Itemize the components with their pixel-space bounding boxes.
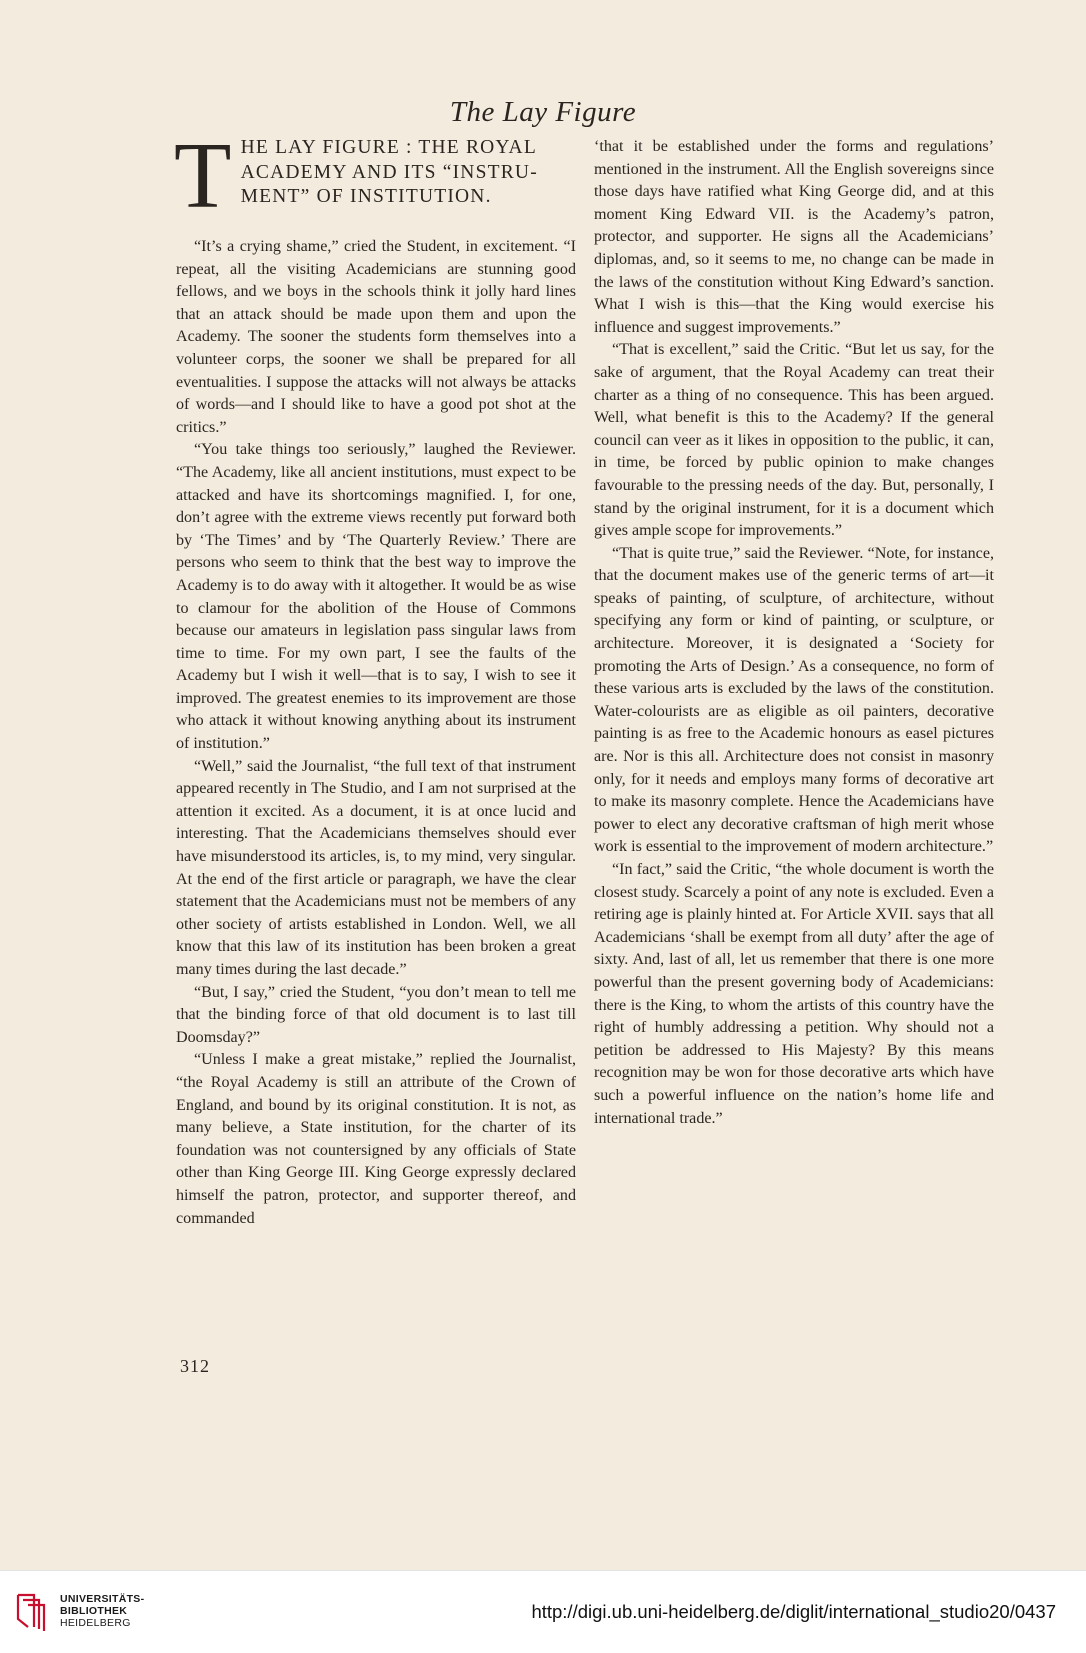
library-logo-icon — [14, 1589, 50, 1633]
paragraph: “It’s a crying shame,” cried the Student, in excitement. “I repeat, all the visiting Academicians are stunning good fellows, and we boys in the schools think it jolly hard lines that an attack should be made upon them and upon the Academy. The sooner the students form themselves into a volunteer corps, the sooner we shall be prepared for all eventualities. I suppose the attacks will not always be attacks of words—and I should like to have a good pot shot at the critics.” — [176, 238, 576, 436]
right-column — [594, 136, 994, 1130]
left-column — [174, 124, 576, 1230]
article-heading — [174, 124, 576, 228]
paragraph: “In fact,” said the Critic, “the whole document is worth the closest study. Scarcely a point of any note is excluded. Even a retiring age is plainly hinted at. For Article XVII. says that all Academicians ‘shall be exempt from all duty’ after the age of sixty. And, last of all, let us remember that there is one more powerful than the present governing body of Academicians: there is the King, to whom the artists of this country have the right of humbly addressing a petition. Why should not a petition be addressed to His Majesty? By this means recognition may be won for those decorative arts which have such a powerful influence on the nation’s home life and international trade.” — [594, 861, 994, 1127]
source-url-link[interactable]: http://digi.ub.uni-heidelberg.de/diglit/international_studio20/0437 — [531, 1601, 1056, 1622]
drop-cap: T — [174, 124, 233, 228]
heading-line: HE LAY FIGURE : THE ROYAL — [240, 137, 537, 158]
paragraph: “That is excellent,” said the Critic. “But let us say, for the sake of argument, that the Royal Academy can treat their charter as a thing of no consequence. This has been argued. Well, what benefit is this to the Academy? If the general council can veer as it likes in opposition to the public, it can, in time, be forced by public opinion to make changes favourable to the pressing needs of the day. But, personally, I stand by the original instrument, for it is a document which gives ample scope for improvements.” — [594, 341, 994, 540]
running-head: The Lay Figure — [449, 96, 637, 128]
heading-line: ACADEMY AND ITS “INSTRU- — [240, 161, 538, 183]
library-footer — [0, 1570, 1086, 1653]
paragraph: “You take things too seriously,” laughed the Reviewer. “The Academy, like all ancient institutions, must expect to be attacked and have its shortcomings magnified. I, for one, don’t agree with the extreme views recently put forward both by ‘The Times’ and by ‘The Quarterly Review.’ There are persons who seem to think that the best way to improve the Academy is to do away with it altogether. It would be as wise to clamour for the abolition of the House of Commons because our amateurs in legislation pass singular laws from time to time. For my own part, I see the faults of the Academy but I wish it well—that is to say, I wish to see it improved. The greatest enemies to its improvement are those who attack it without knowing anything about its instrument of institution.” — [176, 441, 576, 753]
heading-line: MENT” OF INSTITUTION. — [240, 186, 492, 207]
paragraph: “That is quite true,” said the Reviewer. “Note, for instance, that the document makes use of the generic terms of art—it speaks of painting, of sculpture, of architecture, without specifying any form or kind of painting, or sculpture, or architecture. Moreover, it is designated a ‘Society for promoting the Arts of Design.’ As a consequence, no form of these various arts is excluded by the laws of the constitution. Water-colourists are as eligible as oil painters, decorative painting is as free to the Academic honours as easel pictures are. Nor is this all. Architecture does not consist in masonry only, for it needs and employs many forms of decorative art to make its masonry complete. Hence the Academicians have power to elect any decorative craftsman of high merit whose work is essential to the improvement of modern architecture.” — [594, 544, 994, 856]
library-name-line: BIBLIOTHEK — [60, 1605, 128, 1617]
paragraph: ‘that it be established under the forms and regulations’ mentioned in the instrument. All the English sovereigns since those days have ratified what King George did, and at this moment King Edward VII. is the Academy’s patron, protector, and supporter. He signs all the Academicians’ diplomas, and, so it seems to me, no change can be made in the laws of the constitution without King Edward’s sanction. What I wish is this—that the King would exercise his influence and suggest improvements.” — [594, 138, 994, 336]
library-name-line: HEIDELBERG — [60, 1617, 131, 1629]
paragraph: “Well,” said the Journalist, “the full text of that instrument appeared recently in The Studio, and I am not surprised at the attention it excited. As a document, it is at once lucid and interesting. That the Academicians themselves should ever have misunderstood its articles, is, to my mind, very singular. At the end of the first article or paragraph, we have the clear statement that the Academicians must not be members of any other society of artists established in London. Well, we all know that this law of its institution has been broken a great many times during the last decade.” — [176, 757, 576, 978]
paragraph: “But, I say,” cried the Student, “you don’t mean to tell me that the binding force of that old document is to last till Doomsday?” — [176, 983, 576, 1046]
library-name-line: UNIVERSITÄTS- — [60, 1593, 145, 1605]
library-name — [60, 1593, 144, 1629]
page-number: 312 — [180, 1356, 210, 1376]
paragraph: “Unless I make a great mistake,” replied the Journalist, “the Royal Academy is still an attribute of the Crown of England, and bound by its original constitution. It is not, as many believe, a State institution, for the charter of its foundation was not countersigned by any officials of State other than King George III. King George expressly declared himself the patron, protector, and supporter thereof, and commanded — [176, 1051, 576, 1227]
